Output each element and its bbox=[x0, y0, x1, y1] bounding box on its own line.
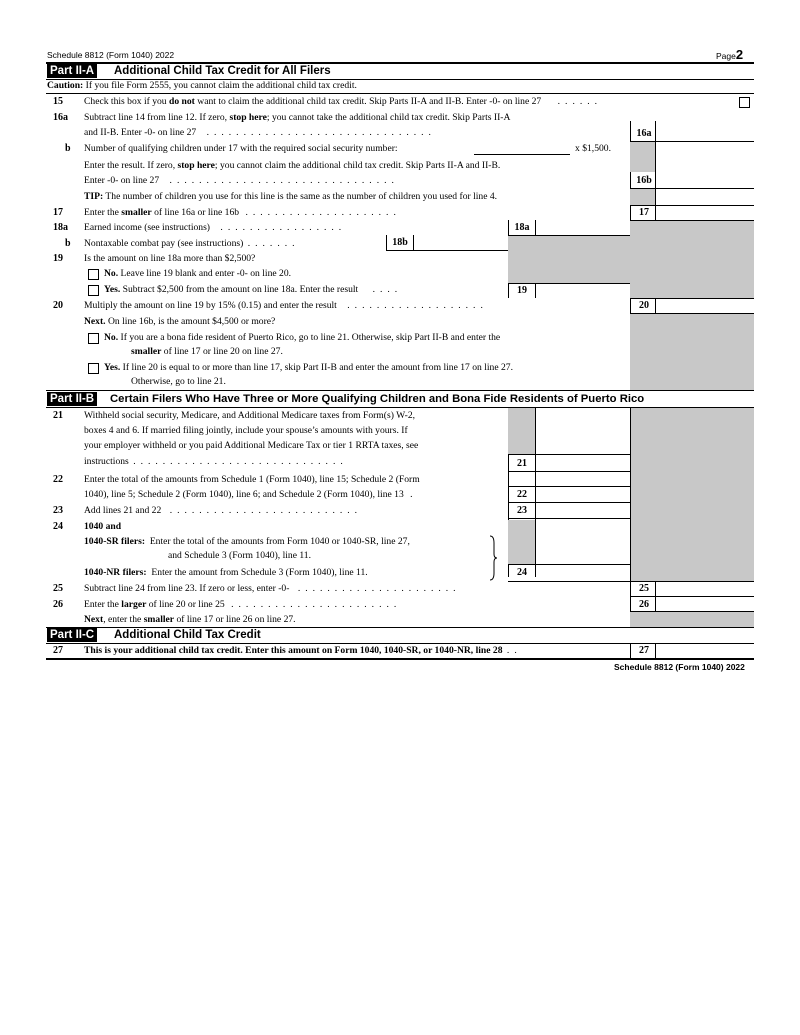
footer-form-id: Schedule 8812 (Form 1040) 2022 bbox=[614, 662, 745, 672]
l17-b: of line 16a or line 16b bbox=[151, 207, 240, 218]
part-iib-label: Part II-B bbox=[47, 392, 97, 406]
bottom-rule bbox=[46, 658, 754, 660]
box-24-label: 24 bbox=[517, 567, 527, 578]
page-label bbox=[716, 47, 743, 62]
l16a-bold: stop here bbox=[229, 112, 267, 123]
l26-b: of line 20 or line 25 bbox=[146, 599, 225, 610]
line-20-yes-2: Otherwise, go to line 21. bbox=[131, 376, 226, 387]
line-24-sr2: and Schedule 3 (Form 1040), line 11. bbox=[168, 550, 311, 561]
box-19-label: 19 bbox=[517, 285, 527, 296]
rule bbox=[630, 188, 754, 189]
l18b-t: Nontaxable combat pay (see instructions) bbox=[84, 238, 244, 249]
box-27-label: 27 bbox=[639, 645, 649, 656]
box-20-label: 20 bbox=[639, 300, 649, 311]
line-20-num: 20 bbox=[53, 300, 63, 311]
box-16b-label: 16b bbox=[636, 175, 652, 186]
line-20-text: Multiply the amount on line 19 by 15% (0.15) and enter the result ................... bbox=[84, 300, 488, 311]
rule bbox=[46, 390, 754, 391]
rule bbox=[46, 643, 754, 644]
l22-t2: 1040), line 5; Schedule 2 (Form 1040), line 6; and Schedule 2 (Form 1040), line 13 bbox=[84, 489, 404, 500]
tip-text: The number of children you use for this line is the same as the number of children you used for line 4. bbox=[105, 191, 498, 202]
box-25-label: 25 bbox=[639, 583, 649, 594]
line-27-amount[interactable] bbox=[656, 644, 753, 657]
line-18b-num: b bbox=[65, 238, 71, 249]
line-25-text: Subtract line 24 from line 23. If zero or less, enter -0- ...................... bbox=[84, 583, 461, 594]
line-27-text: This is your additional child tax credit. Enter this amount on Form 1040, 1040-SR, or 1040-NR, line 28 .. bbox=[84, 645, 522, 656]
box-23-label: 23 bbox=[517, 505, 527, 516]
rule bbox=[630, 141, 754, 142]
tip-label: TIP: bbox=[84, 191, 104, 202]
line-20-no-checkbox[interactable] bbox=[88, 333, 99, 344]
box-16a-label: 16a bbox=[636, 128, 652, 139]
l15-b: want to claim the additional child tax credit. Skip Parts II-A and II-B. Enter -0- on line 27 bbox=[194, 96, 542, 107]
line-17-text: Enter the smaller of line 16a or line 16b ..................... bbox=[84, 207, 401, 218]
line-22-num: 22 bbox=[53, 474, 63, 485]
box-17-label: 17 bbox=[639, 207, 649, 218]
line-17-num: 17 bbox=[53, 207, 63, 218]
l24-nr-text: Enter the amount from Schedule 3 (Form 1040), line 11. bbox=[151, 567, 368, 578]
l26-next-b: of line 17 or line 26 on line 27. bbox=[174, 614, 296, 625]
l16b-2bold: stop here bbox=[177, 160, 215, 171]
line-16a-amount[interactable] bbox=[656, 122, 753, 140]
line-18a-amount[interactable] bbox=[536, 221, 629, 234]
part-iia-label: Part II-A bbox=[47, 64, 97, 78]
line-16a-text1 bbox=[84, 112, 510, 123]
col-line bbox=[386, 235, 387, 250]
l20-no-text2: of line 17 or line 20 on line 27. bbox=[161, 346, 283, 357]
line-25-amount[interactable] bbox=[656, 582, 753, 595]
l19-no-text: Leave line 19 blank and enter -0- on line 20. bbox=[120, 268, 292, 279]
page-label-text: Page bbox=[716, 51, 736, 61]
l27-t: This is your additional child tax credit. Enter this amount on Form 1040, 1040-SR, or 1040-NR, line 28 bbox=[84, 645, 503, 656]
line-20-no-2 bbox=[131, 346, 283, 357]
l24-sr-label: 1040-SR filers: bbox=[84, 536, 146, 547]
rule bbox=[508, 471, 630, 472]
page-number: 2 bbox=[735, 47, 744, 62]
line-21-t1: Withheld social security, Medicare, and Additional Medicare taxes from Form(s) W-2, bbox=[84, 410, 416, 421]
line-16b-multiplier: x $1,500. bbox=[575, 143, 611, 154]
col-line bbox=[630, 121, 631, 227]
line-24-num: 24 bbox=[53, 521, 63, 532]
line-19-amount[interactable] bbox=[536, 284, 629, 297]
shade bbox=[630, 188, 655, 205]
line-19-no-checkbox[interactable] bbox=[88, 269, 99, 280]
rule bbox=[46, 93, 754, 94]
line-22-t2: 1040), line 5; Schedule 2 (Form 1040), line 6; and Schedule 2 (Form 1040), line 13 . bbox=[84, 489, 418, 500]
line-16a-num: 16a bbox=[53, 112, 68, 123]
part-iic-title: Additional Child Tax Credit bbox=[114, 629, 261, 641]
l20-next-text: On line 16b, is the amount $4,500 or more? bbox=[107, 316, 276, 327]
l16b-3: Enter -0- on line 27 bbox=[84, 175, 160, 186]
line-22-t1: Enter the total of the amounts from Schedule 1 (Form 1040), line 15; Schedule 2 (Form bbox=[84, 474, 420, 485]
part-iib-title: Certain Filers Who Have Three or More Qualifying Children and Bona Fide Residents of Puerto Rico bbox=[110, 393, 645, 405]
l26-a: Enter the bbox=[84, 599, 122, 610]
line-24-sr1 bbox=[84, 536, 410, 547]
line-23-amount[interactable] bbox=[536, 503, 629, 517]
part-iia-title: Additional Child Tax Credit for All Filers bbox=[114, 65, 331, 77]
line-24-head: 1040 and bbox=[84, 521, 122, 532]
l24-nr-label: 1040-NR filers: bbox=[84, 567, 147, 578]
l26-next-bold: smaller bbox=[143, 614, 175, 625]
line-15-num: 15 bbox=[53, 96, 63, 107]
line-19-no bbox=[104, 268, 291, 279]
header-form-id: Schedule 8812 (Form 1040) 2022 bbox=[47, 50, 175, 60]
line-16b-num: b bbox=[65, 143, 71, 154]
line-21-num: 21 bbox=[53, 410, 63, 421]
shade bbox=[630, 313, 754, 390]
line-20-no bbox=[104, 332, 500, 343]
shade bbox=[630, 612, 754, 627]
l26-next-a: , enter the bbox=[103, 614, 144, 625]
line-26-text: Enter the larger of line 20 or line 25 ....................... bbox=[84, 599, 402, 610]
l20-t: Multiply the amount on line 19 by 15% (0.15) and enter the result bbox=[84, 300, 337, 311]
line-24-amount[interactable] bbox=[536, 565, 629, 580]
line-19-yes-checkbox[interactable] bbox=[88, 285, 99, 296]
line-19-yes: Yes. Subtract $2,500 from the amount on line 18a. Enter the result .... bbox=[104, 284, 403, 295]
line-24-brace bbox=[488, 535, 498, 581]
line-26-num: 26 bbox=[53, 599, 63, 610]
line-27-num: 27 bbox=[53, 645, 63, 656]
line-17-amount[interactable] bbox=[656, 206, 753, 219]
box-22-label: 22 bbox=[517, 489, 527, 500]
l24-sr-text1: Enter the total of the amounts from Form 1040 or 1040-SR, line 27, bbox=[149, 536, 410, 547]
line-18a-num: 18a bbox=[53, 222, 68, 233]
line-18b-amount[interactable] bbox=[414, 236, 507, 249]
l15-a: Check this box if you bbox=[84, 96, 170, 107]
line-21-t3: your employer withheld or you paid Additional Medicare Tax or tier 1 RRTA taxes, see bbox=[84, 440, 419, 451]
l20-next-label: Next. bbox=[84, 316, 106, 327]
line-18b-text: Nontaxable combat pay (see instructions) ....... bbox=[84, 238, 300, 249]
l19-yes-label: Yes. bbox=[104, 284, 121, 295]
l26-bold: larger bbox=[121, 599, 147, 610]
line-22-amount[interactable] bbox=[536, 487, 629, 501]
line-19-text: Is the amount on line 18a more than $2,500? bbox=[84, 253, 256, 264]
line-20-yes-checkbox[interactable] bbox=[88, 363, 99, 374]
l21-t4: instructions bbox=[84, 456, 129, 467]
line-20-yes bbox=[104, 362, 513, 373]
children-count-field[interactable] bbox=[474, 154, 570, 155]
caution-text: If you file Form 2555, you cannot claim the additional child tax credit. bbox=[85, 80, 357, 91]
l17-bold: smaller bbox=[121, 207, 152, 218]
line-16b-tip bbox=[84, 191, 497, 202]
col-line bbox=[630, 643, 631, 658]
l23-t: Add lines 21 and 22 bbox=[84, 505, 162, 516]
box-26-label: 26 bbox=[639, 599, 649, 610]
shade bbox=[508, 408, 535, 454]
shade bbox=[630, 142, 655, 172]
line-21-amount[interactable] bbox=[536, 455, 629, 470]
caution bbox=[47, 80, 357, 91]
line-26-amount[interactable] bbox=[656, 597, 753, 610]
l16a-a: Subtract line 14 from line 12. If zero, bbox=[84, 112, 230, 123]
line-19-num: 19 bbox=[53, 253, 63, 264]
box-21-label: 21 bbox=[517, 458, 527, 469]
box-18a-label: 18a bbox=[514, 222, 530, 233]
line-23-text: Add lines 21 and 22 .......................... bbox=[84, 505, 363, 516]
l19-yes-text: Subtract $2,500 from the amount on line 18a. Enter the result bbox=[122, 284, 359, 295]
shade bbox=[508, 520, 535, 564]
l20-no-label: No. bbox=[104, 332, 119, 343]
line-15-text: Check this box if you do not want to claim the additional child tax credit. Skip Parts II-A and II-B. Enter -0- on line 27 ...... bbox=[84, 96, 603, 107]
l18a-t: Earned income (see instructions) bbox=[84, 222, 211, 233]
rule bbox=[630, 220, 754, 221]
l16a-2: and II-B. Enter -0- on line 27 bbox=[84, 127, 197, 138]
l20-yes-label: Yes. bbox=[104, 362, 121, 373]
l25-t: Subtract line 24 from line 23. If zero or less, enter -0- bbox=[84, 583, 290, 594]
shade bbox=[508, 236, 630, 283]
line-16b-text3: Enter -0- on line 27 ............................... bbox=[84, 175, 399, 186]
line-26-next bbox=[84, 614, 296, 625]
line-20-amount[interactable] bbox=[656, 299, 753, 312]
line-16b-amount[interactable] bbox=[656, 172, 753, 187]
line-16b-text1: Number of qualifying children under 17 with the required social security number: bbox=[84, 143, 398, 154]
rule bbox=[508, 518, 630, 519]
line-21-t2: boxes 4 and 6. If married filing jointly, include your spouse’s amounts with yours. If bbox=[84, 425, 408, 436]
line-16b-text2 bbox=[84, 160, 500, 171]
l15-bold: do not bbox=[169, 96, 195, 107]
l20-yes-text1: If line 20 is equal to or more than line 17, skip Part II-B and enter the amount from line 17 on line 27. bbox=[122, 362, 513, 373]
l17-a: Enter the bbox=[84, 207, 122, 218]
line-16a-text2: and II-B. Enter -0- on line 27 ............................... bbox=[84, 127, 436, 138]
line-24-nr bbox=[84, 567, 368, 578]
l16b-2b: ; you cannot claim the additional child tax credit. Skip Parts II-A and II-B. bbox=[214, 160, 501, 171]
caution-label: Caution: bbox=[47, 80, 84, 91]
line-21-t4: instructions ............................. bbox=[84, 456, 348, 467]
col-line bbox=[630, 298, 631, 313]
part-iic-label: Part II-C bbox=[47, 628, 97, 642]
line-20-next bbox=[84, 316, 275, 327]
shade bbox=[631, 408, 754, 581]
l20-no-bold: smaller bbox=[131, 346, 162, 357]
line-25-num: 25 bbox=[53, 583, 63, 594]
line-18a-text: Earned income (see instructions) ................. bbox=[84, 222, 347, 233]
rule bbox=[630, 313, 754, 314]
line-23-num: 23 bbox=[53, 505, 63, 516]
l16b-2a: Enter the result. If zero, bbox=[84, 160, 178, 171]
l19-no-label: No. bbox=[104, 268, 119, 279]
box-18b-label: 18b bbox=[392, 237, 408, 248]
shade bbox=[630, 220, 754, 298]
rule bbox=[386, 250, 508, 251]
l16a-b: ; you cannot take the additional child tax credit. Skip Parts II-A bbox=[266, 112, 511, 123]
l20-no-text1: If you are a bona fide resident of Puerto Rico, go to line 21. Otherwise, skip Part II-B and enter the bbox=[120, 332, 501, 343]
line-15-checkbox[interactable] bbox=[739, 97, 750, 108]
l26-next-label: Next bbox=[84, 614, 104, 625]
